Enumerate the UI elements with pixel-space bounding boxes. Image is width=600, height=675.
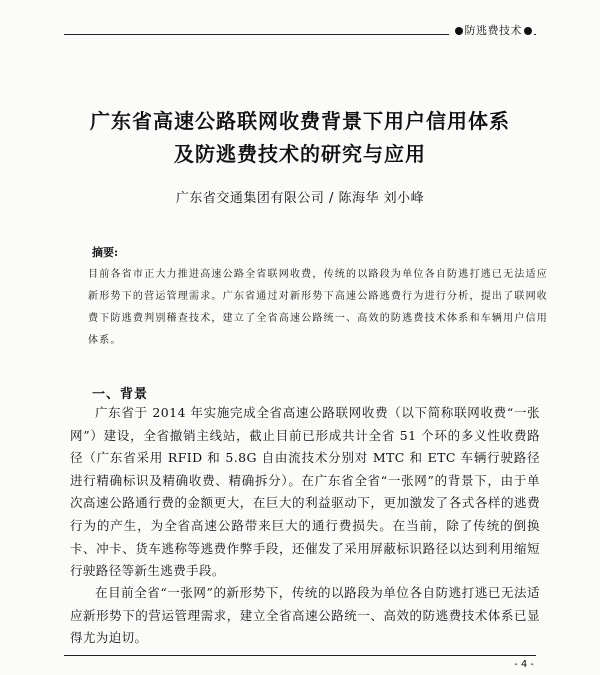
article-title-line2: 及防逃费技术的研究与应用 [174, 142, 426, 166]
section-heading: 一、背景 [92, 387, 149, 402]
abstract-label: 摘要: [92, 246, 119, 259]
page-number: - 4 - [514, 659, 534, 670]
article-title-line1: 广东省高速公路联网收费背景下用户信用体系 [90, 109, 510, 133]
section-tag-label: 防逃费技术 [464, 24, 522, 37]
section-tag [449, 22, 535, 38]
bullet-dot-icon [524, 27, 532, 35]
body-paragraph-2: 在目前全省“一张网”的新形势下，传统的以路段为单位各自防逃打逃已无法适应新形势下的营运管理需求，建立全省高速公路统一、高效的防逃费技术体系已显得尤为迫切。 [70, 585, 540, 646]
bullet-dot-icon [455, 27, 463, 35]
footer-rule [64, 655, 536, 656]
author-byline: 广东省交通集团有限公司 / 陈海华 刘小峰 [175, 191, 425, 206]
body-paragraph-1: 广东省于 2014 年实施完成全省高速公路联网收费（以下简称联网收费“一张网”）建设，全省撤销主线站，截止目前已形成共计全省 51 个环的多义性收费路径（广东省采用 RFID 和 5.8G 自由流技术分别对 MTC 和 ETC 车辆行驶路径进行精确标识及精确收费、精确拆分）。在广东省全省“一张网”的背景下，由于单次高速公路通行费的金额更大，在巨大的利益驱动下，更加激发了各式各样的逃费行为的产生，为全省高速公路带来巨大的通行费损失。在当前，除了传统的倒换卡、冲卡、货车逃称等逃费作弊手段，还催发了采用屏蔽标识路径以达到利用缩短行驶路径等新生逃费手段。 [70, 405, 540, 579]
abstract-text: 目前各省市正大力推进高速公路全省联网收费，传统的以路段为单位各自防逃打逃已无法适应新形势下的营运管理需求。广东省通过对新形势下高速公路逃费行为进行分析，提出了联网收费下防逃费判别稽查技术，建立了全省高速公路统一、高效的防逃费技术体系和车辆用户信用体系。 [88, 269, 548, 346]
